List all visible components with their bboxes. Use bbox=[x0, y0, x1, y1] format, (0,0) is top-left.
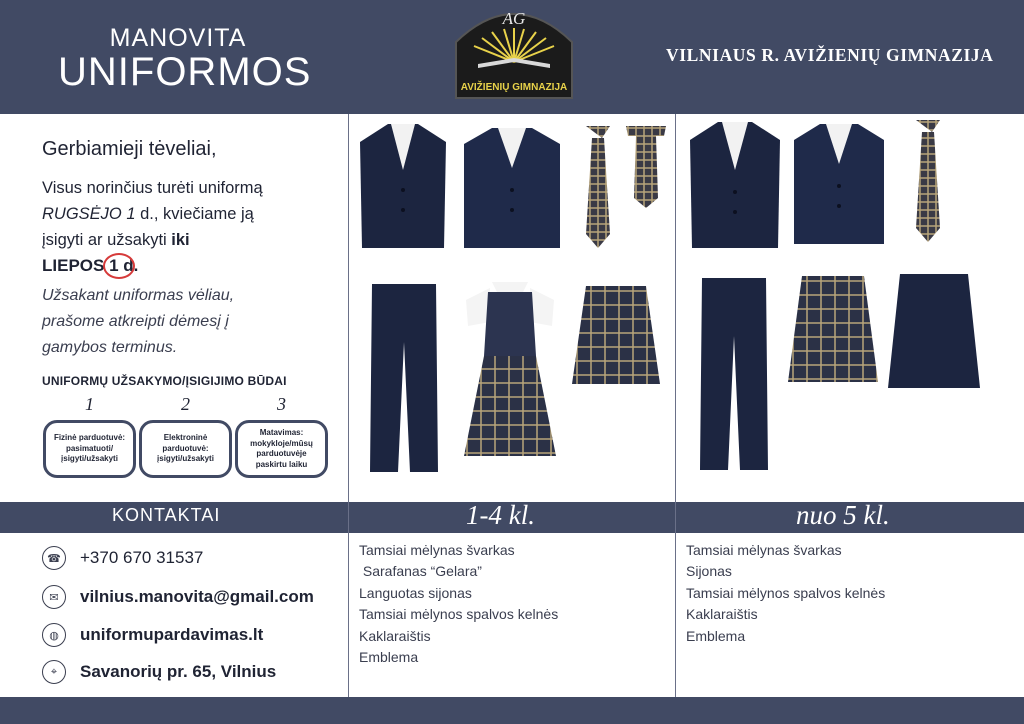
list-item: Kaklaraištis bbox=[686, 606, 758, 623]
navy-skirt-image bbox=[886, 272, 982, 392]
invitation-line: d., kviečiame ją bbox=[135, 205, 254, 223]
method-measurement: Matavimas: mokykloje/mūsų parduotuvėje paskirtu laiku bbox=[235, 420, 328, 478]
production-note bbox=[42, 283, 342, 361]
email-address[interactable]: vilnius.manovita@gmail.com bbox=[80, 587, 314, 606]
blazer-image bbox=[688, 118, 782, 256]
trousers-image bbox=[368, 282, 440, 474]
brand-line-1: MANOVITA bbox=[109, 24, 247, 52]
deadline-day: 1 bbox=[109, 256, 119, 275]
invitation-line: Visus norinčius turėti uniformą bbox=[42, 179, 263, 197]
method-physical-store: Fizinė parduotuvė: pasimatuoti/ įsigyti/užsakyti bbox=[43, 420, 136, 478]
note-line: gamybos terminus. bbox=[42, 339, 178, 356]
method-number: 2 bbox=[181, 394, 190, 414]
list-item: Sijonas bbox=[686, 563, 732, 580]
contact-phone bbox=[42, 546, 203, 570]
items-list-5-plus bbox=[686, 540, 885, 647]
footer-band bbox=[0, 697, 1024, 724]
phone-number[interactable]: +370 670 31537 bbox=[80, 548, 204, 567]
list-item: Tamsiai mėlynas švarkas bbox=[359, 542, 515, 558]
location-pin-icon: ⌖ bbox=[42, 660, 66, 684]
deadline-suffix: d. bbox=[118, 256, 139, 275]
street-address: Savanorių pr. 65, Vilnius bbox=[80, 662, 277, 681]
intro-block bbox=[42, 138, 342, 361]
column-divider bbox=[348, 114, 349, 697]
contact-address bbox=[42, 660, 276, 684]
list-item: Sarafanas “Gelara” bbox=[359, 563, 482, 580]
list-item: Emblema bbox=[359, 649, 419, 666]
plaid-skirt-image bbox=[570, 284, 662, 396]
invitation-emphasis: iki bbox=[171, 231, 190, 249]
method-number: 3 bbox=[277, 394, 286, 414]
deadline-month: LIEPOS bbox=[42, 256, 110, 275]
list-item: Languotas sijonas bbox=[359, 584, 472, 601]
blazer-image bbox=[358, 120, 448, 255]
brand-logo bbox=[58, 24, 312, 95]
list-item: Emblema bbox=[686, 627, 746, 644]
highlight-circle bbox=[103, 253, 135, 279]
date-italic: RUGSĖJO 1 bbox=[42, 205, 136, 223]
list-item: Kaklaraištis bbox=[359, 627, 431, 644]
website-link[interactable]: uniformupardavimas.lt bbox=[80, 625, 264, 644]
grade-1-4-title: 1-4 kl. bbox=[466, 500, 535, 530]
jacket-image bbox=[790, 120, 888, 252]
emblem-caption: AVIŽIENIŲ GIMNAZIJA bbox=[460, 82, 568, 93]
greeting: Gerbiamieji tėveliai, bbox=[42, 138, 217, 160]
note-line: prašome atkreipti dėmesį į bbox=[42, 313, 229, 330]
plaid-skirt-image bbox=[786, 274, 880, 386]
jacket-image bbox=[460, 124, 564, 254]
contact-email bbox=[42, 585, 314, 609]
list-item: Tamsiai mėlynas švarkas bbox=[686, 542, 842, 558]
necktie-bow-image bbox=[624, 124, 668, 210]
mail-icon: ✉ bbox=[42, 585, 66, 609]
column-divider bbox=[675, 114, 676, 697]
items-list-1-4 bbox=[359, 540, 558, 668]
sarafan-image bbox=[460, 278, 560, 458]
method-online-store: Elektroninė parduotuvė: įsigyti/užsakyti bbox=[139, 420, 232, 478]
contact-website bbox=[42, 623, 263, 647]
tie-image bbox=[908, 118, 948, 246]
emblem-monogram: AG bbox=[502, 9, 526, 28]
brand-line-2: UNIFORMOS bbox=[58, 50, 312, 94]
list-item: Tamsiai mėlynos spalvos kelnės bbox=[686, 584, 886, 601]
order-methods-title: UNIFORMŲ UŽSAKYMO/ĮSIGIJIMO BŪDAI bbox=[42, 374, 287, 388]
trousers-image bbox=[698, 276, 770, 472]
phone-icon: ☎ bbox=[42, 546, 66, 570]
method-number: 1 bbox=[85, 394, 94, 414]
invitation-text bbox=[42, 175, 342, 279]
school-emblem bbox=[452, 0, 576, 100]
grade-5-plus-title: nuo 5 kl. bbox=[796, 500, 890, 530]
list-item: Tamsiai mėlynos spalvos kelnės bbox=[359, 606, 559, 623]
invitation-line: įsigyti ar užsakyti bbox=[42, 231, 172, 249]
globe-icon: ◍ bbox=[42, 623, 66, 647]
tie-image bbox=[578, 124, 618, 252]
note-line: Užsakant uniformas vėliau, bbox=[42, 287, 235, 304]
contacts-title: KONTAKTAI bbox=[112, 505, 221, 525]
school-name: VILNIAUS R. AVIŽIENIŲ GIMNAZIJA bbox=[666, 45, 994, 65]
